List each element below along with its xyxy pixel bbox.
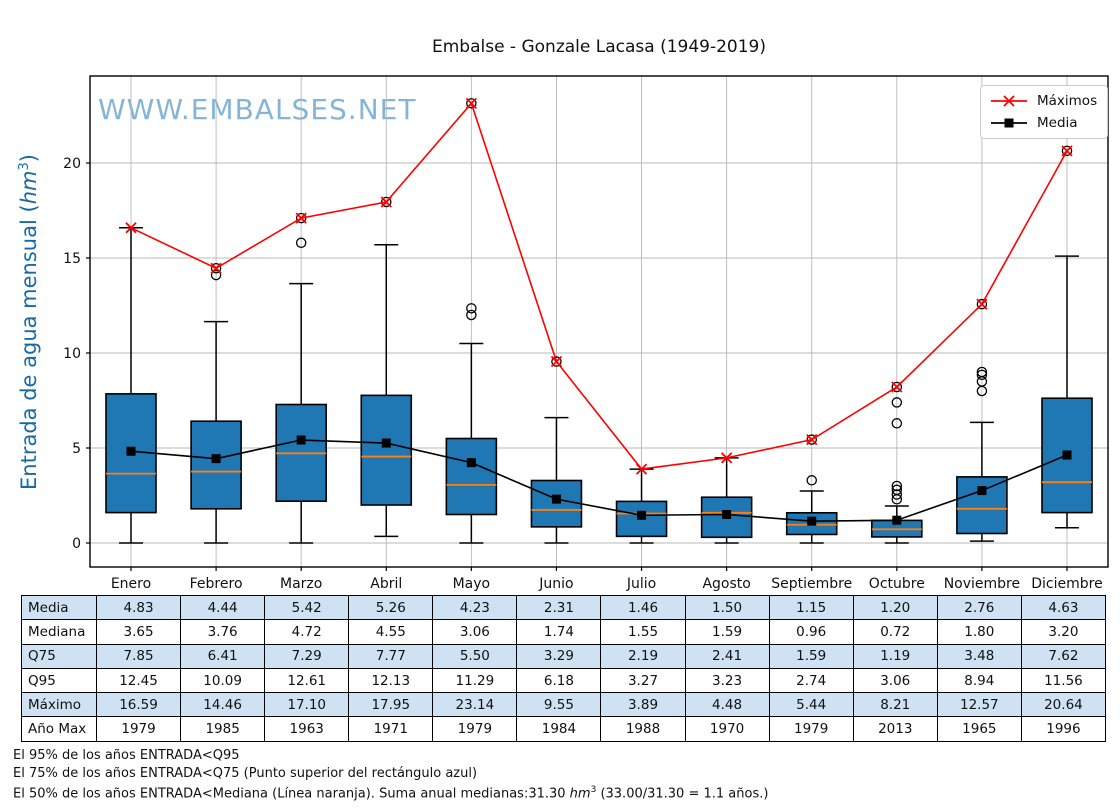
boxplot-Abril	[361, 197, 411, 536]
iqr-box	[446, 439, 496, 515]
table-cell: 1988	[601, 717, 685, 741]
legend-entry-maximos	[990, 93, 1097, 109]
y-tick-label: 0	[72, 536, 81, 552]
table-cell: 7.62	[1021, 644, 1105, 668]
boxplot-Enero	[106, 228, 156, 543]
table-cell: 2.76	[937, 596, 1021, 620]
table-cell: 3.20	[1021, 620, 1105, 644]
table-cell: 23.14	[433, 693, 517, 717]
maximos-line	[131, 103, 1067, 469]
table-row	[22, 717, 1106, 741]
table-cell: 3.06	[433, 620, 517, 644]
iqr-box	[531, 480, 581, 526]
x-tick-label: Julio	[626, 576, 657, 592]
table-cell: 1984	[517, 717, 601, 741]
y-axis-label-text: Entrada de agua mensual (	[17, 204, 41, 490]
x-tick-label: Febrero	[189, 576, 243, 592]
table-cell: 12.45	[97, 668, 181, 692]
table-cell: 3.76	[181, 620, 265, 644]
table-cell: 17.95	[349, 693, 433, 717]
table-cell: 1970	[685, 717, 769, 741]
table-cell: 16.59	[97, 693, 181, 717]
media-line	[131, 440, 1067, 521]
x-tick-label: Agosto	[702, 576, 751, 592]
table-cell: 1.46	[601, 596, 685, 620]
iqr-box	[957, 477, 1007, 534]
table-cell: 0.72	[853, 620, 937, 644]
table-cell: 3.89	[601, 693, 685, 717]
table-cell: 5.50	[433, 644, 517, 668]
media-square-marker	[1063, 451, 1072, 460]
table-cell: 1979	[433, 717, 517, 741]
media-line-marker-icon	[990, 116, 1028, 130]
table-cell: 14.46	[181, 693, 265, 717]
footnote-mediana-text: El 50% de los años ENTRADA<Mediana (Línea naranja). Suma anual medianas:31.30	[13, 786, 570, 802]
table-cell: 12.57	[937, 693, 1021, 717]
table-cell: 8.94	[937, 668, 1021, 692]
table-cell: 1979	[769, 717, 853, 741]
media-square-marker	[722, 510, 731, 519]
table-cell: 5.42	[265, 596, 349, 620]
table-cell: 12.61	[265, 668, 349, 692]
table-cell: 1.50	[685, 596, 769, 620]
x-tick-label: Marzo	[280, 576, 323, 592]
table-cell: 4.23	[433, 596, 517, 620]
table-cell: 20.64	[1021, 693, 1105, 717]
watermark-text: WWW.EMBALSES.NET	[98, 93, 417, 126]
table-cell: 1965	[937, 717, 1021, 741]
chart-legend	[980, 85, 1108, 139]
x-tick-label: Septiembre	[771, 576, 853, 592]
table-cell: 1.19	[853, 644, 937, 668]
table-row-label: Media	[22, 596, 97, 620]
table-row	[22, 668, 1106, 692]
table-cell: 7.29	[265, 644, 349, 668]
table-cell: 5.44	[769, 693, 853, 717]
table-cell: 3.23	[685, 668, 769, 692]
media-square-marker	[807, 517, 816, 526]
table-cell: 2013	[853, 717, 937, 741]
table-cell: 4.83	[97, 596, 181, 620]
monthly-stats-table	[21, 595, 1106, 742]
table-cell: 3.27	[601, 668, 685, 692]
table-cell: 1.80	[937, 620, 1021, 644]
footnote-q95: El 95% de los años ENTRADA<Q95	[13, 748, 240, 763]
media-square-marker	[127, 447, 136, 456]
table-row	[22, 693, 1106, 717]
gridlines	[90, 76, 1108, 567]
y-tick-label: 15	[63, 251, 81, 267]
table-cell: 3.06	[853, 668, 937, 692]
table-cell: 4.72	[265, 620, 349, 644]
media-square-marker	[212, 454, 221, 463]
x-tick-label: Junio	[539, 576, 574, 592]
table-cell: 1963	[265, 717, 349, 741]
table-cell: 1.20	[853, 596, 937, 620]
table-cell: 4.55	[349, 620, 433, 644]
boxplot-Julio	[617, 469, 667, 543]
table-cell: 7.77	[349, 644, 433, 668]
table-cell: 3.29	[517, 644, 601, 668]
table-cell: 1979	[97, 717, 181, 741]
table-cell: 12.13	[349, 668, 433, 692]
table-cell: 1996	[1021, 717, 1105, 741]
table-row	[22, 644, 1106, 668]
table-cell: 1985	[181, 717, 265, 741]
iqr-box	[361, 395, 411, 505]
table-row	[22, 620, 1106, 644]
x-tick-label: Diciembre	[1031, 576, 1103, 592]
table-cell: 10.09	[181, 668, 265, 692]
table-cell: 2.74	[769, 668, 853, 692]
table-cell: 2.31	[517, 596, 601, 620]
table-cell: 2.41	[685, 644, 769, 668]
footnote-mediana-unit: hm	[569, 786, 591, 802]
table-cell: 3.48	[937, 644, 1021, 668]
y-tick-label: 10	[63, 346, 81, 362]
maximos-line-marker-icon	[990, 94, 1028, 108]
iqr-box	[191, 421, 241, 509]
table-cell: 4.48	[685, 693, 769, 717]
table-cell: 1.59	[685, 620, 769, 644]
table-cell: 1.15	[769, 596, 853, 620]
table-cell: 17.10	[265, 693, 349, 717]
table-row-label: Máximo	[22, 693, 97, 717]
table-cell: 9.55	[517, 693, 601, 717]
x-tick-label: Octubre	[868, 576, 925, 592]
table-cell: 1.59	[769, 644, 853, 668]
table-cell: 11.29	[433, 668, 517, 692]
table-cell: 2.19	[601, 644, 685, 668]
x-tick-label: Abril	[370, 576, 403, 592]
media-square-marker	[382, 439, 391, 448]
table-row-label: Q75	[22, 644, 97, 668]
media-square-marker	[977, 486, 986, 495]
table-cell: 1.74	[517, 620, 601, 644]
table-row-label: Q95	[22, 668, 97, 692]
media-square-marker	[467, 458, 476, 467]
y-axis-label-close: )	[17, 154, 41, 163]
footnote-mediana-exponent: 3	[590, 785, 597, 795]
boxplot-Agosto	[702, 458, 752, 543]
table-row-label: Mediana	[22, 620, 97, 644]
x-tick-label: Mayo	[452, 576, 491, 592]
media-square-marker	[297, 436, 306, 445]
table-row-label: Año Max	[22, 717, 97, 741]
media-square-marker	[892, 516, 901, 525]
footnote-mediana-suffix: (33.00/31.30 = 1.1 años.)	[596, 786, 769, 802]
table-cell: 3.65	[97, 620, 181, 644]
x-tick-label: Noviembre	[943, 576, 1021, 592]
table-cell: 8.21	[853, 693, 937, 717]
y-axis-label-unit: hm	[17, 170, 41, 205]
media-square-marker	[637, 511, 646, 520]
y-tick-label: 5	[72, 441, 81, 457]
table-cell: 6.18	[517, 668, 601, 692]
footnote-mediana	[13, 785, 768, 801]
legend-label-maximos: Máximos	[1037, 93, 1098, 109]
table-cell: 6.41	[181, 644, 265, 668]
legend-label-media: Media	[1037, 115, 1078, 131]
media-square-marker	[552, 495, 561, 504]
y-axis-label-exponent: 3	[17, 162, 32, 171]
x-tick-label: Enero	[110, 576, 152, 592]
table-cell: 7.85	[97, 644, 181, 668]
y-tick-label: 20	[63, 156, 81, 172]
table-cell: 11.56	[1021, 668, 1105, 692]
plot-border	[90, 76, 1108, 567]
footnote-q75: El 75% de los años ENTRADA<Q75 (Punto superior del rectángulo azul)	[13, 766, 478, 781]
table-cell: 0.96	[769, 620, 853, 644]
y-axis-label	[17, 122, 45, 522]
table-cell: 4.63	[1021, 596, 1105, 620]
legend-entry-media	[990, 115, 1097, 131]
table-cell: 1.55	[601, 620, 685, 644]
table-cell: 1971	[349, 717, 433, 741]
chart-title: Embalse - Gonzale Lacasa (1949-2019)	[431, 37, 767, 57]
table-row	[22, 596, 1106, 620]
table-cell: 5.26	[349, 596, 433, 620]
table-cell: 4.44	[181, 596, 265, 620]
